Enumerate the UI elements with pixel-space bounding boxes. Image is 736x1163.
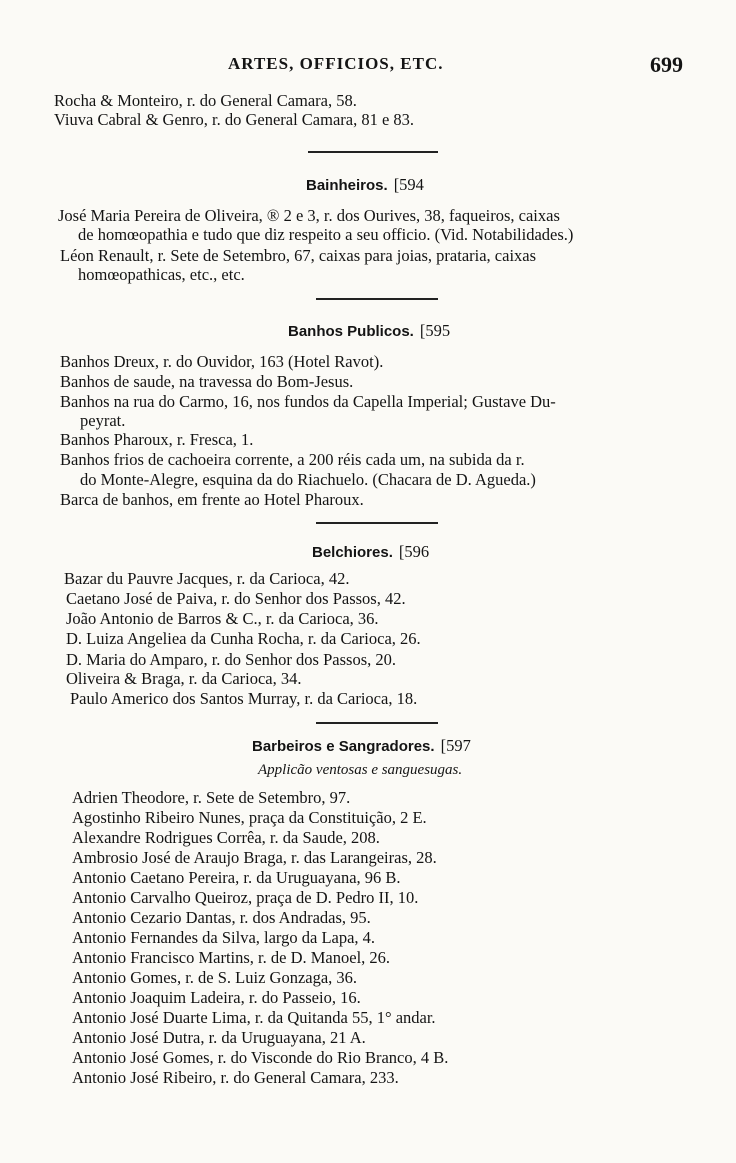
section-heading <box>252 737 471 756</box>
running-title: ARTES, OFFICIOS, ETC. <box>228 54 444 73</box>
list-item: Banhos Dreux, r. do Ouvidor, 163 (Hotel Ravot). <box>60 352 384 371</box>
list-item: João Antonio de Barros & C., r. da Carioca, 36. <box>66 609 379 628</box>
list-item: Antonio José Ribeiro, r. do General Camara, 233. <box>72 1068 399 1087</box>
list-item: Antonio Caetano Pereira, r. da Uruguayana, 96 B. <box>72 868 401 887</box>
list-item: Banhos frios de cachoeira corrente, a 200 réis cada um, na subida da r. <box>60 450 525 469</box>
list-item: Antonio Cezario Dantas, r. dos Andradas, 95. <box>72 908 371 927</box>
list-item: Rocha & Monteiro, r. do General Camara, 58. <box>54 91 357 110</box>
list-item: Alexandre Rodrigues Corrêa, r. da Saude, 208. <box>72 828 380 847</box>
list-item: Oliveira & Braga, r. da Carioca, 34. <box>66 669 302 688</box>
section-title: Banhos Publicos. <box>288 323 414 340</box>
list-item: do Monte-Alegre, esquina da do Riachuelo. (Chacara de D. Agueda.) <box>80 470 536 489</box>
section-divider <box>316 722 438 724</box>
list-item: Antonio Joaquim Ladeira, r. do Passeio, 16. <box>72 988 361 1007</box>
list-item: Agostinho Ribeiro Nunes, praça da Constituição, 2 E. <box>72 808 427 827</box>
section-divider <box>316 298 438 300</box>
section-number: [596 <box>398 542 430 561</box>
section-heading <box>312 543 429 562</box>
list-item: Antonio Fernandes da Silva, largo da Lapa, 4. <box>72 928 376 947</box>
section-title: Bainheiros. <box>306 177 388 194</box>
list-item: Ambrosio José de Araujo Braga, r. das Larangeiras, 28. <box>72 848 437 867</box>
section-number: [595 <box>419 321 451 340</box>
section-heading <box>306 176 424 195</box>
list-item: Barca de banhos, em frente ao Hotel Pharoux. <box>60 490 364 509</box>
list-item: Antonio José Gomes, r. do Visconde do Rio Branco, 4 B. <box>72 1048 449 1067</box>
list-item: Banhos de saude, na travessa do Bom-Jesus. <box>60 372 354 391</box>
list-item: D. Maria do Amparo, r. do Senhor dos Passos, 20. <box>66 650 396 669</box>
list-item: Banhos na rua do Carmo, 16, nos fundos da Capella Imperial; Gustave Du- <box>60 392 556 411</box>
section-subtitle: Applicão ventosas e sanguesugas. <box>258 762 463 778</box>
section-title: Belchiores. <box>312 544 393 561</box>
list-item: Antonio Francisco Martins, r. de D. Manoel, 26. <box>72 948 391 967</box>
list-item: Banhos Pharoux, r. Fresca, 1. <box>60 430 254 449</box>
section-heading <box>288 322 450 341</box>
section-number: [594 <box>393 175 424 194</box>
list-item: Bazar du Pauvre Jacques, r. da Carioca, 42. <box>64 569 350 588</box>
list-item: Antonio José Dutra, r. da Uruguayana, 21 A. <box>72 1028 366 1047</box>
section-divider <box>308 151 438 153</box>
list-item: Antonio Gomes, r. de S. Luiz Gonzaga, 36. <box>72 968 358 987</box>
list-item: Adrien Theodore, r. Sete de Setembro, 97. <box>72 788 351 807</box>
list-item: de homœopathia e tudo que diz respeito a seu officio. (Vid. Notabilidades.) <box>78 225 574 244</box>
list-item: homœopathicas, etc., etc. <box>78 265 245 284</box>
list-item: Caetano José de Paiva, r. do Senhor dos Passos, 42. <box>66 589 406 608</box>
list-item: Viuva Cabral & Genro, r. do General Camara, 81 e 83. <box>54 110 415 129</box>
list-item: peyrat. <box>80 411 126 430</box>
section-number: [597 <box>440 736 471 755</box>
list-item: Antonio José Duarte Lima, r. da Quitanda 55, 1° andar. <box>72 1008 436 1027</box>
list-item: Léon Renault, r. Sete de Setembro, 67, caixas para joias, prataria, caixas <box>60 246 537 265</box>
list-item: José Maria Pereira de Oliveira, ® 2 e 3, r. dos Ourives, 38, faqueiros, caixas <box>58 206 560 225</box>
page-header <box>0 52 736 82</box>
list-item: Paulo Americo dos Santos Murray, r. da Carioca, 18. <box>70 689 418 708</box>
page-number: 699 <box>650 52 683 77</box>
section-title: Barbeiros e Sangradores. <box>252 738 435 755</box>
list-item: D. Luiza Angeliea da Cunha Rocha, r. da Carioca, 26. <box>66 629 421 648</box>
list-item: Antonio Carvalho Queiroz, praça de D. Pedro II, 10. <box>72 888 419 907</box>
section-divider <box>316 522 438 524</box>
